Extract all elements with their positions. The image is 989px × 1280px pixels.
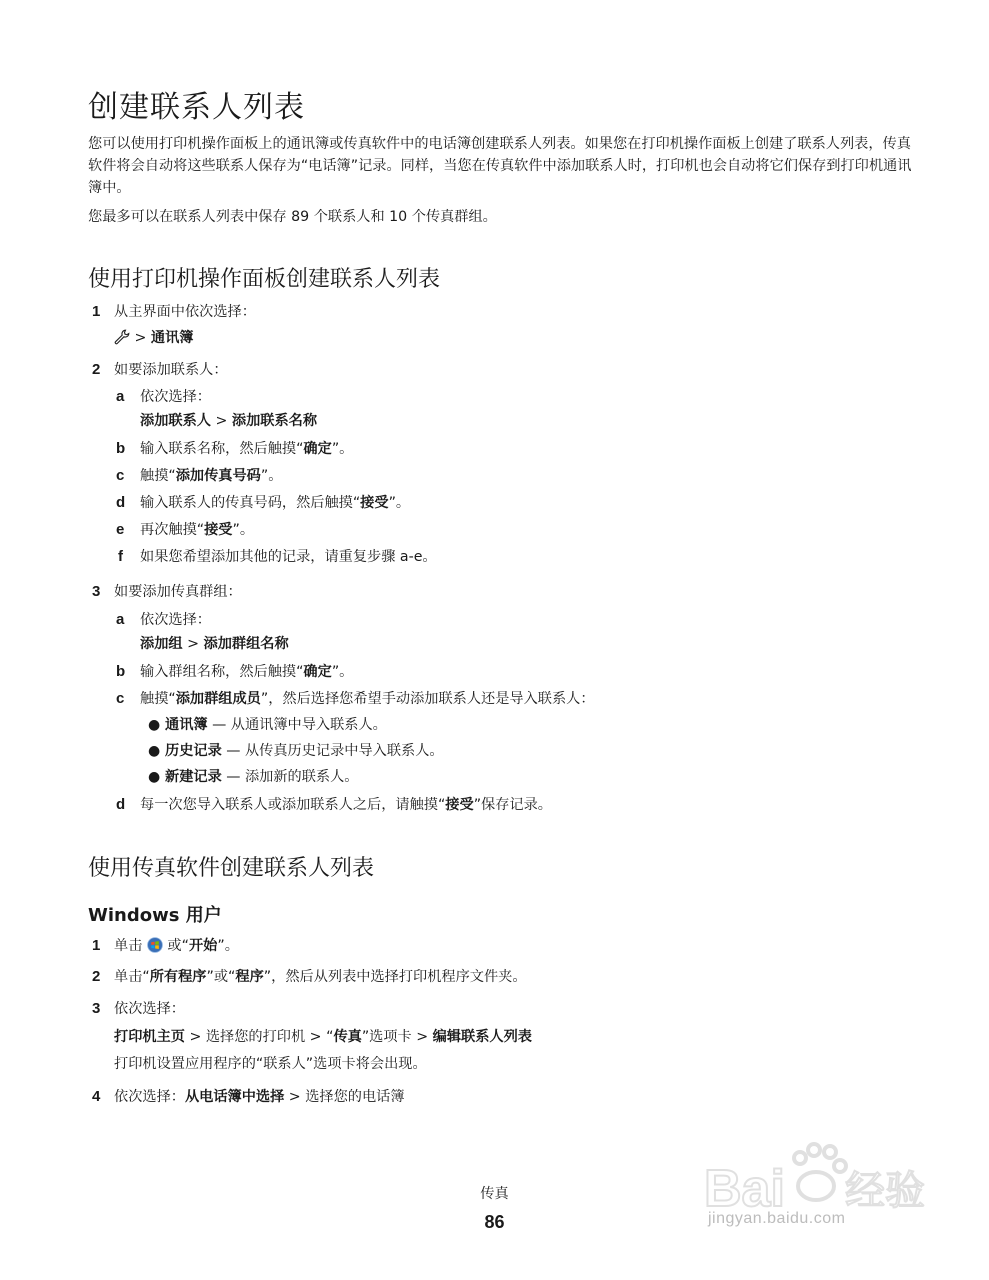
step-text: 单击 或“开始”。 bbox=[114, 938, 239, 954]
substep-letter: b bbox=[116, 440, 126, 457]
footer-section-name: 传真 bbox=[480, 1186, 509, 1202]
substep-text: 触摸“添加传真号码”。 bbox=[140, 468, 283, 484]
svg-text:经验: 经验 bbox=[845, 1168, 925, 1214]
substep-text: 输入群组名称，然后触摸“确定”。 bbox=[140, 664, 354, 680]
step-text: 如要添加联系人： bbox=[114, 362, 228, 378]
substep-text: 依次选择： bbox=[140, 389, 211, 405]
substep-letter: b bbox=[116, 663, 126, 680]
step-number: 1 bbox=[92, 303, 101, 320]
step-number: 2 bbox=[92, 968, 101, 985]
menu-path: 添加联系人 > 添加联系名称 bbox=[140, 413, 318, 429]
step-number: 3 bbox=[92, 583, 101, 600]
list-item: 历史记录 — 从传真历史记录中导入联系人。 bbox=[165, 743, 444, 759]
intro-paragraph: 您可以使用打印机操作面板上的通讯簿或传真软件中的电话簿创建联系人列表。如果您在打印机操作面板上创建了联系人列表，传真软件将会自动将这些联系人保存为“电话簿”记录。同样，当您在传真软件中添加联系人时，打印机也会自动将它们保存到打印机通讯簿中。 bbox=[88, 136, 912, 196]
bullet-dot: ● bbox=[148, 743, 161, 759]
substep-letter: c bbox=[116, 690, 125, 707]
substep-text: 如果您希望添加其他的记录，请重复步骤 a-e。 bbox=[140, 549, 437, 565]
step-note: 打印机设置应用程序的“联系人”选项卡将会出现。 bbox=[114, 1056, 427, 1072]
list-item: 新建记录 — 添加新的联系人。 bbox=[165, 769, 359, 785]
substep-letter: f bbox=[118, 548, 123, 565]
step-number: 4 bbox=[92, 1088, 101, 1105]
section2-heading: 使用传真软件创建联系人列表 bbox=[88, 856, 375, 881]
baidu-jingyan-watermark bbox=[700, 1140, 940, 1260]
step-text: 如要添加传真群组： bbox=[114, 584, 242, 600]
list-item: 通讯簿 — 从通讯簿中导入联系人。 bbox=[165, 717, 387, 733]
substep-letter: a bbox=[116, 611, 125, 628]
windows-start-icon bbox=[147, 937, 163, 953]
page-number: 86 bbox=[484, 1212, 505, 1232]
substep-text: 输入联系人的传真号码，然后触摸“接受”。 bbox=[140, 495, 411, 511]
substep-letter: a bbox=[116, 388, 125, 405]
step-text: 依次选择： bbox=[114, 1001, 185, 1017]
menu-path: > 通讯簿 bbox=[114, 327, 194, 349]
substep-text: 输入联系名称，然后触摸“确定”。 bbox=[140, 441, 354, 457]
substep-letter: d bbox=[116, 494, 126, 511]
svg-text:Bai: Bai bbox=[704, 1160, 785, 1218]
substep-text: 触摸“添加群组成员”，然后选择您希望手动添加联系人还是导入联系人： bbox=[140, 691, 595, 707]
section1-heading: 使用打印机操作面板创建联系人列表 bbox=[88, 267, 441, 292]
substep-text: 依次选择： bbox=[140, 612, 211, 628]
step-number: 2 bbox=[92, 361, 101, 378]
substep-letter: e bbox=[116, 521, 125, 538]
substep-text: 再次触摸“接受”。 bbox=[140, 522, 255, 538]
step-number: 3 bbox=[92, 1000, 101, 1017]
menu-path: 打印机主页 > 选择您的打印机 > “传真”选项卡 > 编辑联系人列表 bbox=[114, 1029, 532, 1045]
step-number: 1 bbox=[92, 937, 101, 954]
watermark-url: jingyan.baidu.com bbox=[708, 1210, 846, 1227]
intro-limit-paragraph: 您最多可以在联系人列表中保存 89 个联系人和 10 个传真群组。 bbox=[88, 209, 497, 225]
page-title: 创建联系人列表 bbox=[88, 90, 305, 125]
menu-path: 添加组 > 添加群组名称 bbox=[140, 636, 289, 652]
step-text: 从主界面中依次选择： bbox=[114, 304, 256, 320]
step-text: 单击“所有程序”或“程序”，然后从列表中选择打印机程序文件夹。 bbox=[114, 969, 527, 985]
substep-text: 每一次您导入联系人或添加联系人之后，请触摸“接受”保存记录。 bbox=[140, 797, 552, 813]
subsection-heading: Windows 用户 bbox=[88, 905, 222, 926]
bullet-dot: ● bbox=[148, 769, 161, 785]
wrench-icon bbox=[114, 329, 130, 345]
substep-letter: c bbox=[116, 467, 125, 484]
bullet-dot: ● bbox=[148, 717, 161, 733]
step-text: 依次选择：从电话簿中选择 > 选择您的电话簿 bbox=[114, 1089, 405, 1105]
substep-letter: d bbox=[116, 796, 126, 813]
